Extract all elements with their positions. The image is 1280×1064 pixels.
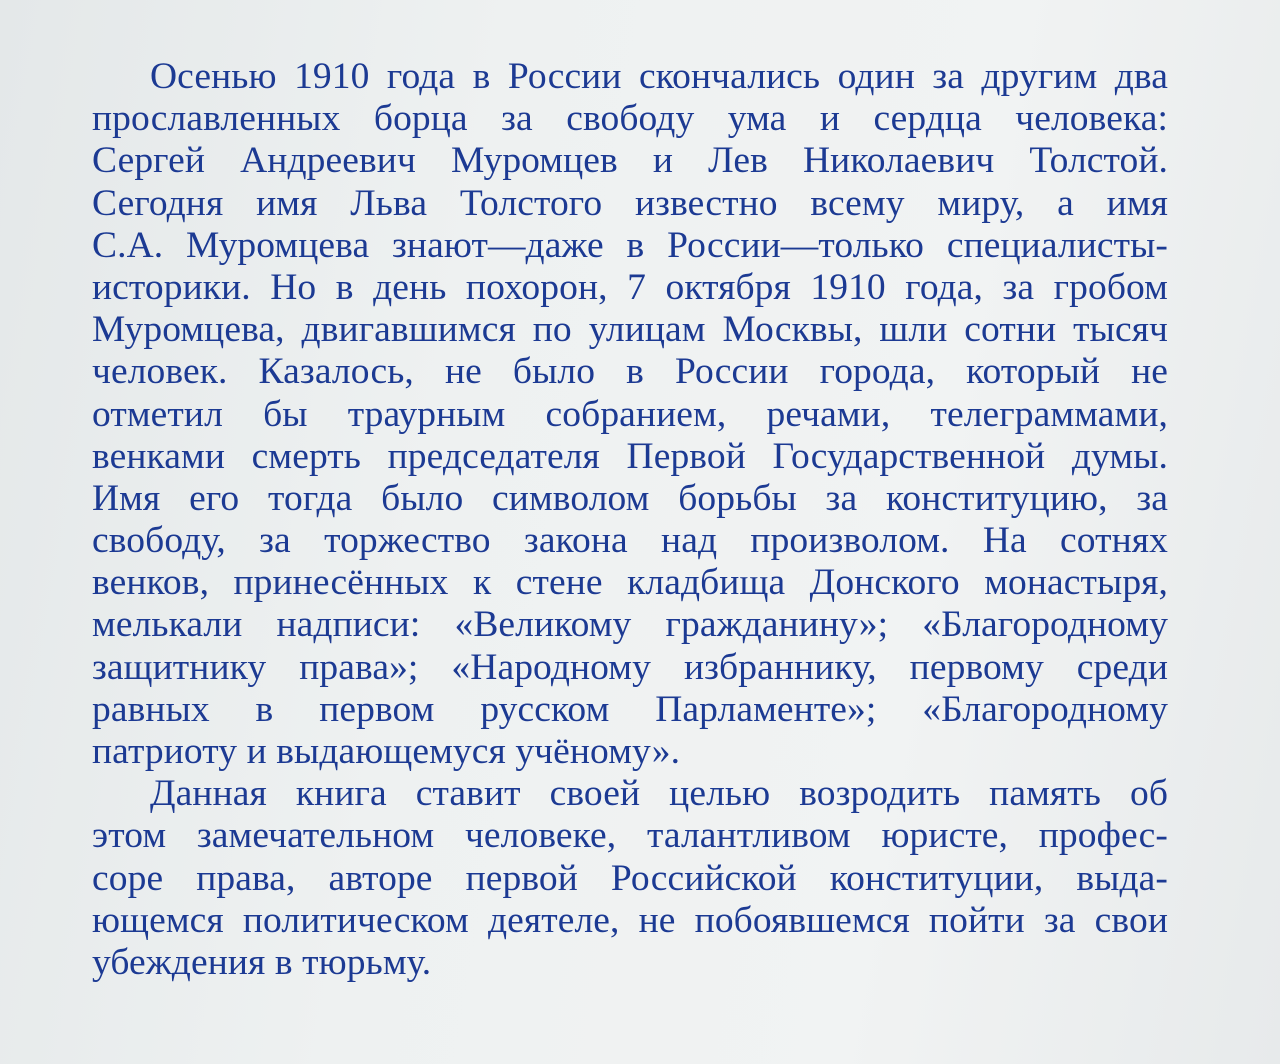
text-line: свободу, за торжество закона над произволом. На сотнях — [92, 520, 1168, 562]
text-line: защитнику права»; «Народному избраннику, первому среди — [92, 646, 1168, 688]
text-line: Сергей Андреевич Муромцев и Лев Николаевич Толстой. — [92, 140, 1168, 182]
text-line: патриоту и выдающемуся учёному». — [92, 731, 681, 772]
text-line: Данная книга ставит своей целью возродить память об — [150, 773, 1168, 815]
text-line: человек. Казалось, не было в России города, который не — [92, 351, 1168, 393]
text-line: мелькали надписи: «Великому гражданину»; «Благородному — [92, 604, 1168, 646]
text-line: соре права, авторе первой Российской конституции, выда- — [92, 857, 1168, 899]
text-line: прославленных борца за свободу ума и сердца человека: — [92, 98, 1168, 140]
text-line: Осенью 1910 года в России скончались один за другим два — [150, 56, 1168, 97]
text-line: Сегодня имя Льва Толстого известно всему миру, а имя — [92, 182, 1168, 224]
text-line: равных в первом русском Парламенте»; «Благородному — [92, 688, 1168, 730]
text-line: Имя его тогда было символом борьбы за конституцию, за — [92, 477, 1168, 519]
text-line: венков, принесённых к стене кладбища Донского монастыря, — [92, 562, 1168, 604]
text-line: венками смерть председателя Первой Государственной думы. — [92, 435, 1168, 477]
text-line: Муромцева, двигавшимся по улицам Москвы, шли сотни тысяч — [92, 309, 1168, 351]
paragraph-1 — [92, 56, 1168, 773]
text-line: ющемся политическом деятеле, не побоявшемся пойти за свои — [92, 899, 1168, 941]
text-line: этом замечательном человеке, талантливом юристе, профес- — [92, 815, 1168, 857]
paragraph-2 — [92, 773, 1168, 984]
text-line: историки. Но в день похорон, 7 октября 1910 года, за гробом — [92, 266, 1168, 308]
text-block — [92, 56, 1168, 984]
text-line: отметил бы траурным собранием, речами, телеграммами, — [92, 393, 1168, 435]
text-line: С.А. Муромцева знают—даже в России—только специалисты- — [92, 224, 1168, 266]
text-line: убеждения в тюрьму. — [92, 941, 432, 983]
